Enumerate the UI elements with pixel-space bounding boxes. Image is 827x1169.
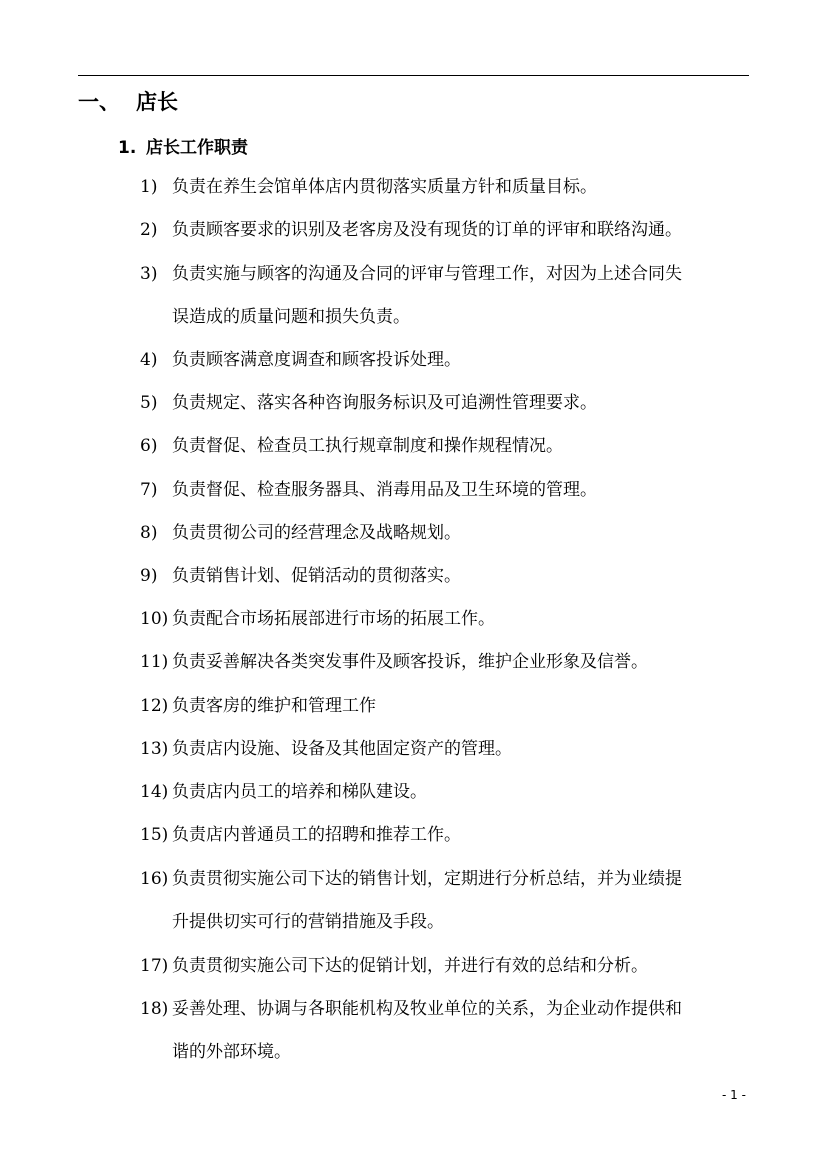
item-text: 负责妥善解决各类突发事件及顾客投诉，维护企业形象及信誉。 <box>172 652 648 672</box>
list-item <box>140 858 682 944</box>
list-item <box>140 209 682 252</box>
item-text: 负责配合市场拓展部进行市场的拓展工作。 <box>172 609 495 629</box>
list-item <box>140 469 597 512</box>
list-item <box>140 988 682 1074</box>
list-item <box>140 598 495 641</box>
item-number: 14) <box>140 782 169 802</box>
list-item <box>140 166 597 209</box>
list-item <box>140 728 512 771</box>
item-text: 负责贯彻公司的经营理念及战略规划。 <box>172 523 461 543</box>
item-number: 5) <box>140 393 158 413</box>
item-number: 13) <box>140 739 169 759</box>
list-item <box>140 771 427 814</box>
item-number: 10) <box>140 609 169 629</box>
item-number: 4) <box>140 350 158 370</box>
list-item <box>140 814 461 857</box>
item-text: 负责客房的维护和管理工作 <box>172 696 376 716</box>
item-text: 负责在养生会馆单体店内贯彻落实质量方针和质量目标。 <box>172 177 597 197</box>
item-text: 妥善处理、协调与各职能机构及牧业单位的关系，为企业动作提供和 <box>172 999 682 1019</box>
item-text: 负责店内设施、设备及其他固定资产的管理。 <box>172 739 512 759</box>
item-number: 2) <box>140 220 158 240</box>
list-item <box>140 945 648 988</box>
section-heading <box>78 86 178 116</box>
subsection-heading <box>118 133 248 158</box>
item-text: 负责规定、落实各种咨询服务标识及可追溯性管理要求。 <box>172 393 597 413</box>
item-number: 11) <box>140 652 169 672</box>
item-text-continuation: 升提供切实可行的营销措施及手段。 <box>172 912 444 932</box>
item-number: 7) <box>140 480 158 500</box>
list-item <box>140 253 682 339</box>
item-number: 12) <box>140 696 169 716</box>
item-number: 1) <box>140 177 158 197</box>
section-title: 店长 <box>136 90 178 114</box>
item-number: 16) <box>140 869 169 889</box>
item-text: 负责店内员工的培养和梯队建设。 <box>172 782 427 802</box>
item-text: 负责顾客要求的识别及老客房及没有现货的订单的评审和联络沟通。 <box>172 220 682 240</box>
list-item <box>140 382 597 425</box>
item-text-continuation: 误造成的质量问题和损失负责。 <box>172 307 410 327</box>
header-rule <box>78 75 749 76</box>
item-text: 负责督促、检查服务器具、消毒用品及卫生环境的管理。 <box>172 480 597 500</box>
subsection-number: 1. <box>118 138 137 158</box>
list-item <box>140 339 461 382</box>
list-item <box>140 512 461 555</box>
list-item <box>140 555 461 598</box>
item-number: 17) <box>140 956 169 976</box>
item-text-continuation: 谐的外部环境。 <box>172 1042 291 1062</box>
section-number: 一、 <box>78 90 120 114</box>
item-text: 负责实施与顾客的沟通及合同的评审与管理工作，对因为上述合同失 <box>172 264 682 284</box>
list-item <box>140 641 648 684</box>
item-number: 6) <box>140 436 158 456</box>
item-text: 负责顾客满意度调查和顾客投诉处理。 <box>172 350 461 370</box>
list-item <box>140 685 376 728</box>
item-text: 负责销售计划、促销活动的贯彻落实。 <box>172 566 461 586</box>
item-number: 15) <box>140 825 169 845</box>
item-number: 8) <box>140 523 158 543</box>
item-number: 3) <box>140 264 158 284</box>
item-text: 负责店内普通员工的招聘和推荐工作。 <box>172 825 461 845</box>
item-text: 负责贯彻实施公司下达的促销计划，并进行有效的总结和分析。 <box>172 956 648 976</box>
list-item <box>140 425 563 468</box>
subsection-title: 店长工作职责 <box>146 138 248 158</box>
item-number: 18) <box>140 999 169 1019</box>
page-number: - 1 - <box>722 1088 746 1102</box>
item-text: 负责贯彻实施公司下达的销售计划，定期进行分析总结，并为业绩提 <box>172 869 682 889</box>
item-number: 9) <box>140 566 158 586</box>
item-text: 负责督促、检查员工执行规章制度和操作规程情况。 <box>172 436 563 456</box>
